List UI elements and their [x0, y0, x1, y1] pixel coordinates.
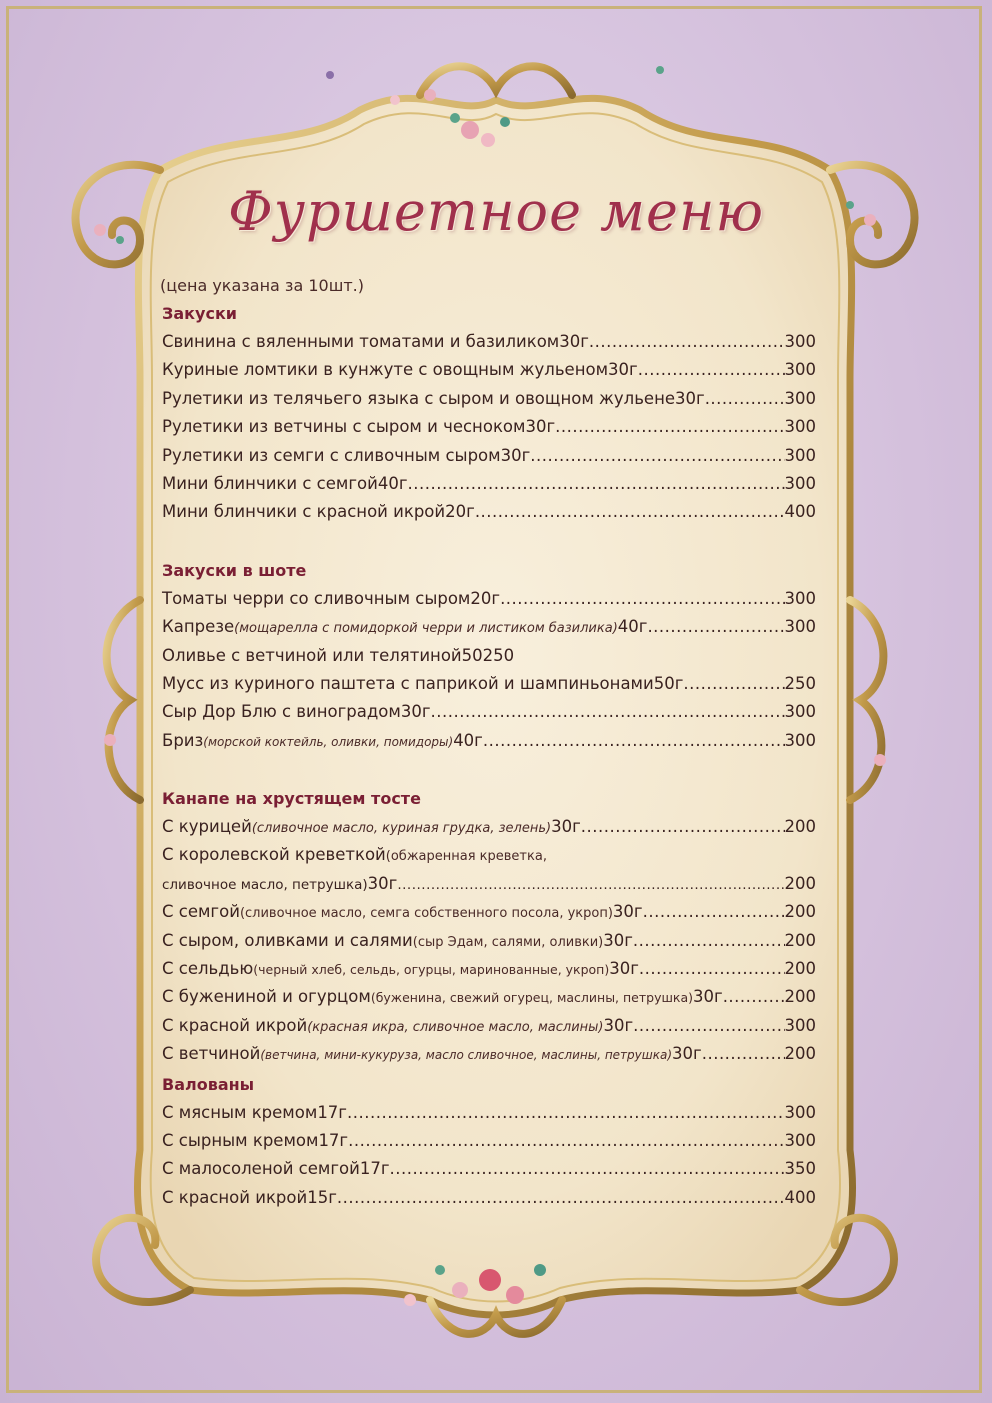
item-weight: 50г: [653, 673, 684, 693]
menu-item: [162, 898, 816, 926]
menu-item: [162, 1012, 816, 1040]
item-name: Мини блинчики с семгой: [162, 473, 378, 493]
leader-dots: [643, 898, 785, 926]
leader-dots: [408, 470, 785, 498]
item-name: С курицей: [162, 817, 252, 837]
menu-item: [162, 841, 816, 869]
leader-dots: [581, 813, 785, 841]
item-price: 400: [784, 1187, 816, 1207]
section-title-zakuski: Закуски: [162, 304, 238, 323]
menu-item: [162, 470, 816, 498]
item-name: С сыром, оливками и салями: [162, 930, 413, 950]
item-name: Рулетики из семги с сливочным сыром: [162, 445, 501, 465]
item-weight: 17г: [359, 1159, 390, 1179]
leader-dots: [530, 442, 784, 470]
item-weight: 30г: [693, 987, 723, 1007]
item-note: (красная икра, сливочное масло, маслины): [307, 1019, 604, 1035]
item-price: 200: [784, 873, 816, 893]
menu-item: [162, 442, 816, 470]
scroll-left-mid: [107, 600, 140, 800]
menu-item: [162, 1184, 816, 1212]
leader-dots: [589, 328, 785, 356]
menu-item-continuation: [162, 870, 816, 898]
item-name: С красной икрой: [162, 1015, 308, 1035]
item-price: 300: [784, 360, 816, 380]
menu-item: [162, 642, 816, 670]
item-weight: 30г: [367, 873, 398, 893]
item-weight: 30г: [551, 817, 581, 837]
menu-item: [162, 1040, 816, 1068]
item-name: С королевской креветкой: [162, 845, 386, 865]
item-name: Мини блинчики с красной икрой: [162, 502, 446, 522]
menu-item: [162, 1127, 816, 1155]
item-price: 300: [784, 445, 816, 465]
leader-dots: [347, 1099, 785, 1127]
section-title-kanape: Канапе на хрустящем тосте: [162, 789, 421, 809]
item-name: Рулетики из ветчины с сыром и чесноком: [162, 417, 526, 437]
menu-item: [162, 413, 816, 441]
leader-dots: [397, 871, 784, 899]
menu-item: [162, 613, 816, 641]
item-note: (морской коктейль, оливки, помидоры): [203, 734, 454, 749]
menu-item: [162, 670, 816, 698]
menu-item: [162, 698, 816, 726]
item-weight: 20г: [470, 588, 501, 608]
item-note: (обжаренная креветка,: [385, 849, 547, 865]
item-name: Свинина с вяленными томатами и базиликом: [162, 332, 560, 351]
item-weight: 30г: [559, 332, 589, 351]
leader-dots: [639, 955, 785, 983]
item-price: 300: [784, 1102, 816, 1122]
menu-item: [162, 385, 816, 413]
item-name: Оливье с ветчиной или телятиной50250: [162, 645, 515, 665]
item-note: (черный хлеб, сельдь, огурцы, маринованные, укроп): [253, 962, 610, 978]
item-note: (ветчина, мини-кукуруза, масло сливочное, маслины, петрушка): [260, 1048, 673, 1063]
item-weight: 40г: [617, 617, 648, 637]
menu-item: [162, 983, 816, 1011]
menu-content: [162, 300, 816, 1212]
item-note: (буженина, свежий огурец, маслины, петрушка): [370, 990, 694, 1006]
leader-dots: [702, 1040, 785, 1068]
item-price: 200: [784, 959, 816, 979]
leader-dots: [555, 413, 784, 441]
item-name: Рулетики из телячьего языка с сыром и овощном жульене: [162, 388, 676, 408]
menu-item: [162, 356, 816, 384]
item-price: 200: [784, 987, 816, 1007]
item-name: С красной икрой: [162, 1187, 308, 1207]
item-price: 200: [784, 817, 816, 837]
item-price: 300: [784, 1015, 816, 1035]
item-weight: 17г: [317, 1102, 347, 1122]
item-name: С мясным кремом: [162, 1102, 318, 1122]
item-weight: 17г: [318, 1130, 349, 1150]
section-title-valovany: Валованы: [162, 1074, 255, 1094]
item-weight: 30г: [500, 445, 531, 465]
item-price: 300: [784, 730, 816, 750]
item-price: 200: [784, 902, 816, 922]
menu-item: [162, 927, 816, 955]
section-title-zakuski-v-shote: Закуски в шоте: [162, 560, 307, 580]
item-note: (сыр Эдам, салями, оливки): [412, 934, 604, 950]
menu-item: [162, 498, 816, 526]
item-name: Куриные ломтики в кунжуте с овощным жульеном: [162, 360, 609, 380]
item-price: 300: [784, 473, 816, 493]
item-name: Бриз: [162, 730, 204, 750]
menu-title: Фуршетное меню: [227, 180, 765, 243]
item-price: 300: [784, 388, 816, 408]
scroll-right-mid: [850, 600, 883, 800]
leader-dots: [475, 498, 785, 526]
leader-dots: [683, 670, 784, 698]
item-weight: 30г: [675, 388, 705, 408]
menu-item: [162, 727, 816, 755]
item-weight: 15г: [307, 1187, 337, 1207]
leader-dots: [483, 727, 785, 755]
leader-dots: [705, 385, 785, 413]
item-weight: 40г: [377, 473, 408, 493]
item-weight: 30г: [672, 1044, 702, 1064]
leader-dots: [633, 1012, 784, 1040]
item-price: 200: [784, 930, 816, 950]
menu-item: [162, 1155, 816, 1183]
item-note: (мощарелла с помидоркой черри и листиком базилика): [234, 621, 618, 637]
item-weight: 30г: [608, 360, 638, 380]
item-price: 300: [784, 617, 816, 637]
item-name: С сырным кремом: [162, 1130, 319, 1150]
menu-item: [162, 1099, 816, 1127]
leader-dots: [337, 1184, 785, 1212]
item-name: Томаты черри со сливочным сыром: [162, 588, 471, 608]
item-weight: 30г: [603, 1015, 634, 1035]
menu-item: [162, 328, 816, 356]
item-weight: 30г: [400, 702, 431, 722]
item-name: Капрезе: [162, 617, 235, 637]
item-weight: 30г: [525, 417, 556, 437]
item-name: С сельдью: [162, 959, 254, 979]
leader-dots: [500, 585, 784, 613]
item-name: Мусс из куриного паштета с паприкой и шампиньонами: [162, 673, 654, 693]
leader-dots: [647, 613, 784, 641]
item-price: 300: [784, 417, 816, 437]
item-note: (сливочное масло, куриная грудка, зелень): [251, 821, 552, 837]
item-price: 300: [784, 588, 816, 608]
item-name: С семгой: [162, 902, 240, 922]
item-price: 300: [784, 332, 816, 351]
item-name: Сыр Дор Блю с виноградом: [162, 702, 401, 722]
leader-dots: [348, 1127, 784, 1155]
item-price: 350: [784, 1159, 816, 1179]
item-price: 300: [784, 1130, 816, 1150]
menu-item: [162, 813, 816, 841]
item-name: С малосоленой семгой: [162, 1159, 360, 1179]
item-weight: 40г: [453, 730, 483, 750]
item-price: 400: [784, 502, 816, 522]
item-weight: 30г: [603, 930, 633, 950]
item-price: 300: [784, 702, 816, 722]
item-name: сливочное масло, петрушка): [162, 876, 368, 893]
leader-dots: [431, 698, 785, 726]
menu-item: [162, 585, 816, 613]
leader-dots: [723, 983, 785, 1011]
leader-dots: [638, 356, 785, 384]
item-price: 250: [784, 673, 816, 693]
scroll-top-center: [420, 66, 572, 95]
item-name: С ветчиной: [162, 1044, 261, 1064]
price-note: (цена указана за 10шт.): [160, 276, 364, 295]
leader-dots: [390, 1155, 785, 1183]
menu-item: [162, 955, 816, 983]
item-weight: 20г: [445, 502, 475, 522]
item-name: С бужениной и огурцом: [162, 987, 371, 1007]
item-note: (сливочное масло, семга собственного посола, укроп): [239, 906, 613, 922]
leader-dots: [633, 927, 785, 955]
item-weight: 30г: [612, 902, 643, 922]
item-weight: 30г: [609, 959, 639, 979]
item-price: 200: [784, 1044, 816, 1064]
